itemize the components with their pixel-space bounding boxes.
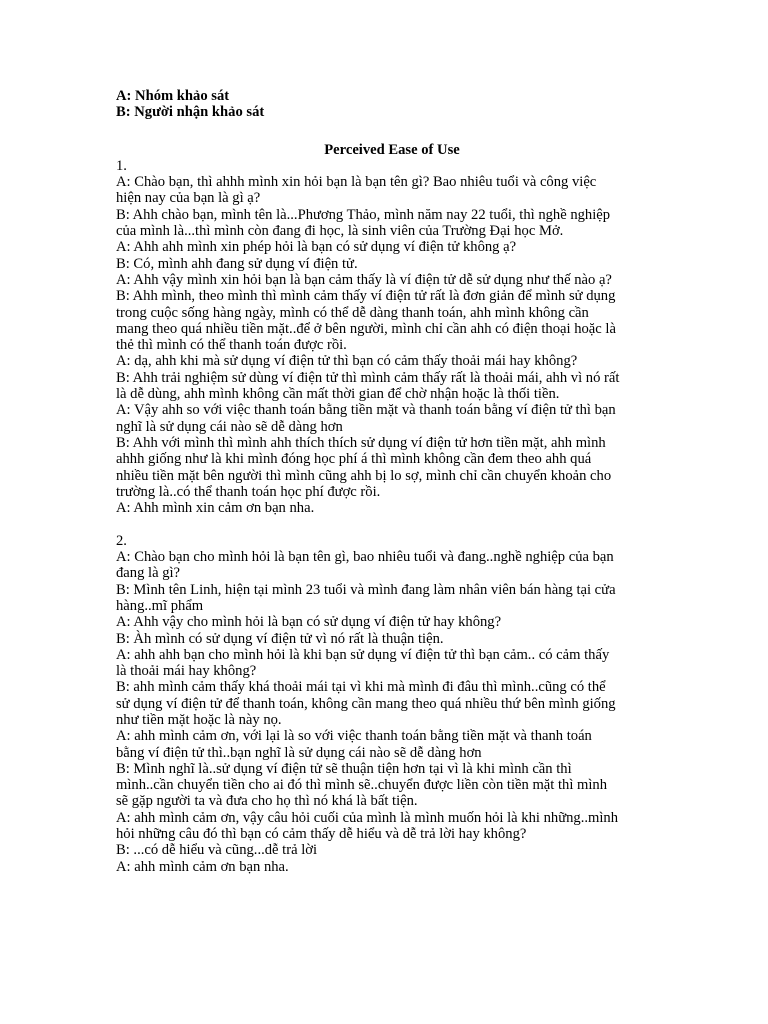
transcript-line: A: ahh mình cảm ơn, vậy câu hỏi cuối của mình là mình muốn hỏi là khi những..mình	[116, 809, 619, 826]
interview-number: 1.	[116, 157, 127, 174]
transcript-line: A: dạ, ahh khi mà sử dụng ví điện tử thì bạn có cảm thấy thoải mái hay không?	[116, 353, 578, 370]
interview-lines	[116, 174, 648, 516]
interview-lines	[116, 549, 648, 875]
transcript-line: A: Vậy ahh so với việc thanh toán bằng tiền mặt và thanh toán bằng ví điện tử thì bạn	[116, 402, 616, 419]
transcript-line: trường là..có thể thanh toán học phí được rồi.	[116, 483, 381, 500]
transcript-line: A: ahh mình cảm ơn bạn nha.	[116, 858, 289, 875]
transcript-line: là dễ dùng, ahh mình không cần mất thời gian để chờ nhận hoặc là thối tiền.	[116, 386, 560, 403]
spacer	[116, 516, 648, 532]
transcript-line: ahhh giống như là khi mình đóng học phí á thì mình không cần đem theo ahh quá	[116, 451, 592, 468]
transcript-line: A: ahh ahh bạn cho mình hỏi là khi bạn sử dụng ví điện tử thì bạn cảm.. có cảm thấy	[116, 646, 610, 663]
transcript-line: hàng..mĩ phẩm	[116, 597, 204, 614]
section-title: Perceived Ease of Use	[324, 141, 460, 158]
transcript-line: B: Ahh trải nghiệm sử dùng ví điện tử thì mình cảm thấy rất là thoải mái, ahh vì nó rất	[116, 369, 620, 386]
transcript-line: B: ahh mình cảm thấy khá thoải mái tại vì khi mà mình đi đâu thì mình..cũng có thể	[116, 679, 606, 696]
transcript-line: B: Ahh với mình thì mình ahh thích thích sử dụng ví điện tử hơn tiền mặt, ahh mình	[116, 434, 606, 451]
interview-number: 2.	[116, 532, 127, 549]
transcript-line: A: Ahh vậy mình xin hỏi bạn là bạn cảm thấy là ví điện tử dễ sử dụng như thế nào ạ?	[116, 271, 612, 288]
transcript-line: B: Có, mình ahh đang sử dụng ví điện tử.	[116, 255, 358, 272]
transcript-line: A: Chào bạn, thì ahhh mình xin hỏi bạn là bạn tên gì? Bao nhiêu tuổi và công việc	[116, 174, 597, 191]
transcript-line: hiện nay của bạn là gì ạ?	[116, 190, 261, 207]
transcript-line: B: Mình tên Linh, hiện tại mình 23 tuổi và mình đang làm nhân viên bán hàng tại cửa	[116, 581, 616, 598]
transcript-line: mang theo quá nhiều tiền mặt..để ở bên người, mình chỉ cần ahh có điện thoại hoặc là	[116, 320, 616, 337]
transcript-line: A: ahh mình cảm ơn, với lại là so với việc thanh toán bằng tiền mặt và thanh toán	[116, 728, 592, 745]
transcript-line: B: Ahh mình, theo mình thì mình cảm thấy ví điện tử rất là đơn giản để mình sử dụng	[116, 288, 616, 305]
transcript-line: B: Ahh chào bạn, mình tên là...Phương Thảo, mình năm nay 22 tuổi, thì nghề nghiệp	[116, 206, 611, 223]
interview-1	[116, 158, 648, 517]
interview-2	[116, 533, 648, 875]
legend-b: B: Người nhận khảo sát	[116, 104, 265, 121]
transcript-line: thẻ thì mình có thể thanh toán được rồi.	[116, 337, 347, 354]
transcript-line: A: Ahh mình xin cảm ơn bạn nha.	[116, 500, 315, 517]
transcript-line: B: Àh mình có sử dụng ví điện tử vì nó rất là thuận tiện.	[116, 630, 444, 647]
transcript-line: bằng ví điện tử thì..bạn nghĩ là sử dụng cái nào sẽ dễ dàng hơn	[116, 744, 482, 761]
transcript-line: là thoải mái hay không?	[116, 663, 257, 680]
transcript-line: đang là gì?	[116, 565, 181, 582]
transcript-line: sẽ gặp người ta và đưa cho họ thì nó khá là bất tiện.	[116, 793, 418, 810]
transcript-line: hỏi những câu đó thì bạn có cảm thấy dễ hiểu và dễ trả lời hay không?	[116, 826, 527, 843]
transcript-line: A: Ahh vậy cho mình hỏi là bạn có sử dụng ví điện tử hay không?	[116, 614, 502, 631]
legend-a: A: Nhóm khảo sát	[116, 88, 230, 104]
transcript-line: nhiều tiền mặt bên người thì mình cũng ahh bị lo sợ, mình chỉ cần chuyển khoản cho	[116, 467, 612, 484]
transcript-line: nghĩ là sử dụng cái nào sẽ dễ dàng hơn	[116, 418, 343, 435]
transcript-line: B: Mình nghĩ là..sử dụng ví điện tử sẽ thuận tiện hơn tại vì là khi mình cần thì	[116, 760, 572, 777]
transcript-line: A: Ahh ahh mình xin phép hỏi là bạn có sử dụng ví điện tử không ạ?	[116, 239, 517, 256]
transcript-line: sử dụng ví điện tử để thanh toán, không cần mang theo quá nhiều thứ bên mình giống	[116, 695, 616, 712]
transcript-line: trong cuộc sống hàng ngày, mình có thể dễ dàng thanh toán, ahh mình không cần	[116, 304, 589, 321]
transcript-line: như tiền mặt hoặc là này nọ.	[116, 711, 282, 728]
transcript-line: A: Chào bạn cho mình hỏi là bạn tên gì, bao nhiêu tuổi và đang..nghề nghiệp của bạn	[116, 549, 614, 566]
transcript-line: B: ...có dễ hiểu và cũng...dễ trả lời	[116, 842, 318, 859]
transcript-line: của mình là...thì mình còn đang đi học, là sinh viên của Trường Đại học Mở.	[116, 223, 564, 240]
transcript-line: mình..cần chuyển tiền cho ai đó thì mình sẽ..chuyển được liền còn tiền mặt thì mình	[116, 777, 608, 794]
